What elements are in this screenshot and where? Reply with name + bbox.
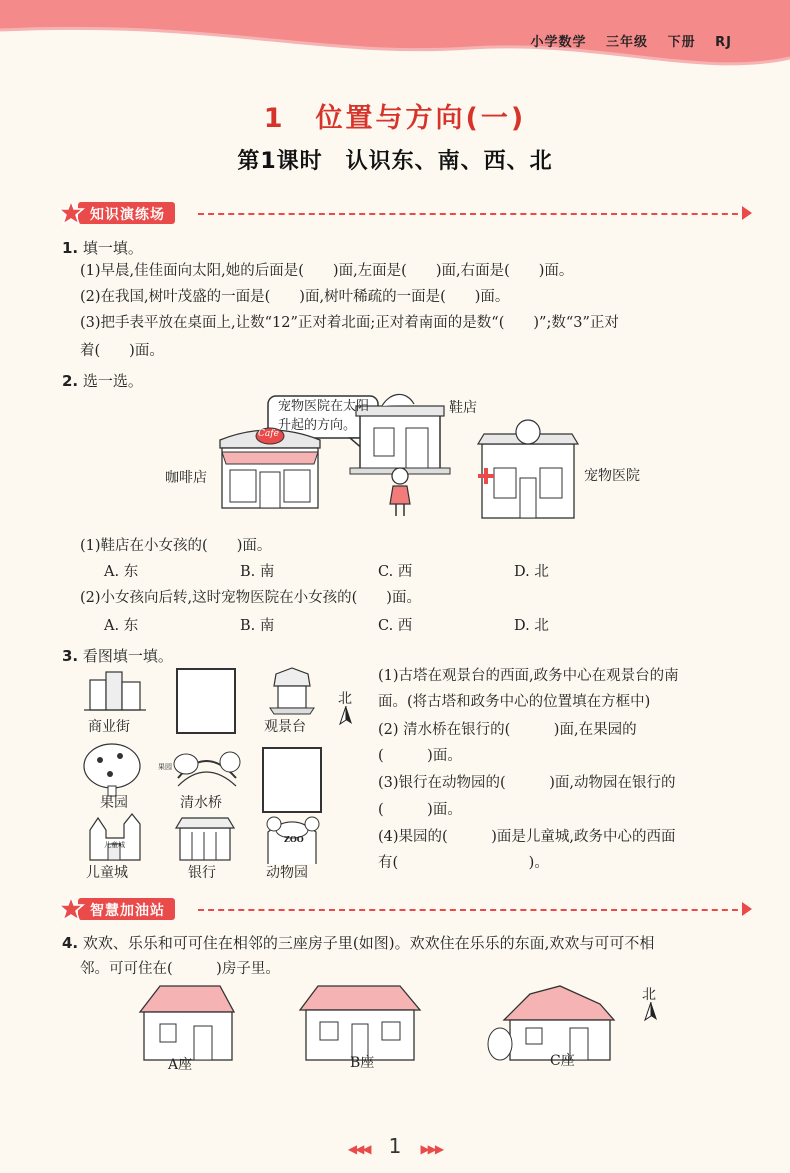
question-2 [62,368,143,394]
arrow-right-icon [742,206,752,220]
triangle-left-icon: ◀◀◀ [347,1142,370,1156]
question-1 [62,235,143,261]
question-stem: 选一选。 [82,372,143,390]
house-b [300,986,420,1060]
north-label: 北 [338,691,352,707]
shoe-shop-label: 鞋店 [449,400,477,416]
answer-box-top[interactable] [176,668,236,734]
header-grade: 三年级 [606,35,649,50]
header-term: 下册 [667,35,696,50]
house-c-label: C座 [550,1053,575,1069]
q2-options-2 [104,614,604,634]
q3-text-8: 有( )。 [378,855,549,871]
question-4 [62,930,752,956]
page-number: 1 [388,1134,402,1158]
place-observation-deck: 观景台 [264,719,306,735]
option-c: C. 西 [378,564,413,580]
page-footer [0,1134,790,1158]
children-sign-text: 儿童城 [104,841,125,849]
star-icon [58,200,84,226]
cafe-building [220,428,320,508]
page-title: 1 位置与方向(一) [263,103,527,134]
q1-line-3: (3)把手表平放在桌面上,让数“12”正对着北面;正对着南面的是数“( )”;数“3”正对 [80,315,619,331]
banner-dash-line [198,909,748,911]
bridge-icon [174,752,240,786]
question-stem: 看图填一填。 [82,647,173,665]
girl-figure [390,468,410,516]
section-label: 智慧加油站 [78,898,175,920]
house-b-label: B座 [350,1055,375,1071]
q4-line-2: 邻。可可住在( )房子里。 [80,961,280,977]
house-a-label: A座 [168,1057,193,1073]
place-shopping-street: 商业街 [88,719,130,735]
north-label-q4: 北 [642,987,656,1003]
star-icon [58,896,84,922]
pet-hospital-label: 宠物医院 [584,468,640,484]
place-childrens-city: 儿童城 [86,865,128,881]
section-banner-challenge [58,896,748,924]
section-label: 知识演练场 [78,202,175,224]
bubble-line-2: 升起的方向。 [278,418,357,433]
bubble-line-1: 宠物医院在太阳 [278,399,370,414]
q3-text-1: (1)古塔在观景台的西面,政务中心在观景台的南 [378,668,679,684]
q3-text-4: ( )面。 [378,748,462,764]
option-b: B. 南 [240,618,275,634]
place-bank: 银行 [188,865,216,881]
place-zoo: 动物园 [266,865,308,881]
question-3 [62,643,173,669]
q1-line-4: 着( )面。 [80,343,164,359]
observation-deck-icon [270,668,314,714]
question-stem: 填一填。 [82,239,143,257]
q1-line-2: (2)在我国,树叶茂盛的一面是( )面,树叶稀疏的一面是( )面。 [80,289,510,305]
q2-sub-1: (1)鞋店在小女孩的( )面。 [80,538,272,554]
bank-icon [176,818,234,860]
option-c: C. 西 [378,618,413,634]
q3-text-7: (4)果园的( )面是儿童城,政务中心的西面 [378,829,676,845]
cafe-sign: Cafe [258,429,279,439]
option-a: A. 东 [104,564,139,580]
lesson-subtitle: 第1课时 认识东、南、西、北 [237,149,553,174]
header-edition: RJ [715,35,732,50]
q3-text-2: 面。(将古塔和政务中心的位置填在方框中) [378,694,651,710]
header-text [517,31,733,50]
option-d: D. 北 [514,618,549,634]
north-arrow-icon [338,706,354,726]
banner-dash-line [198,213,748,215]
section-banner-practice [58,200,748,228]
header-subject: 小学数学 [530,35,587,50]
childrens-city-icon [90,814,140,860]
q3-text-3: (2) 清水桥在银行的( )面,在果园的 [378,722,637,738]
north-arrow-icon [643,1002,659,1022]
arrow-right-icon [742,902,752,916]
question-text: 欢欢、乐乐和可可住在相邻的三座房子里(如图)。欢欢住在乐乐的东面,欢欢与可可不相 [82,934,655,952]
house-a [140,986,234,1060]
q2-options-1 [104,560,604,580]
pet-hospital-building [478,420,578,518]
option-b: B. 南 [240,564,275,580]
triangle-right-icon: ▶▶▶ [420,1142,443,1156]
q1-line-1: (1)早晨,佳佳面向太阳,她的后面是( )面,左面是( )面,右面是( )面。 [80,263,574,279]
zoo-sign-text: ZOO [284,834,304,844]
orchard-icon [84,744,140,796]
q3-text-5: (3)银行在动物园的( )面,动物园在银行的 [378,775,676,791]
street-illustration [210,390,610,530]
shopping-street-icon [84,672,146,710]
place-orchard: 果园 [100,795,128,811]
place-qingshui-bridge: 清水桥 [180,795,222,811]
orchard-sign-text: 果园 [158,763,172,771]
question-number: 3. [62,647,79,665]
question-number: 2. [62,372,79,390]
q3-text-6: ( )面。 [378,802,462,818]
speech-bubble-text [278,397,369,435]
answer-box-right[interactable] [262,747,322,813]
question-number: 1. [62,239,79,257]
option-d: D. 北 [514,564,549,580]
question-number: 4. [62,934,79,952]
house-c [488,986,614,1060]
option-a: A. 东 [104,618,139,634]
cafe-label: 咖啡店 [165,470,207,486]
q2-sub-2: (2)小女孩向后转,这时宠物医院在小女孩的( )面。 [80,590,421,606]
